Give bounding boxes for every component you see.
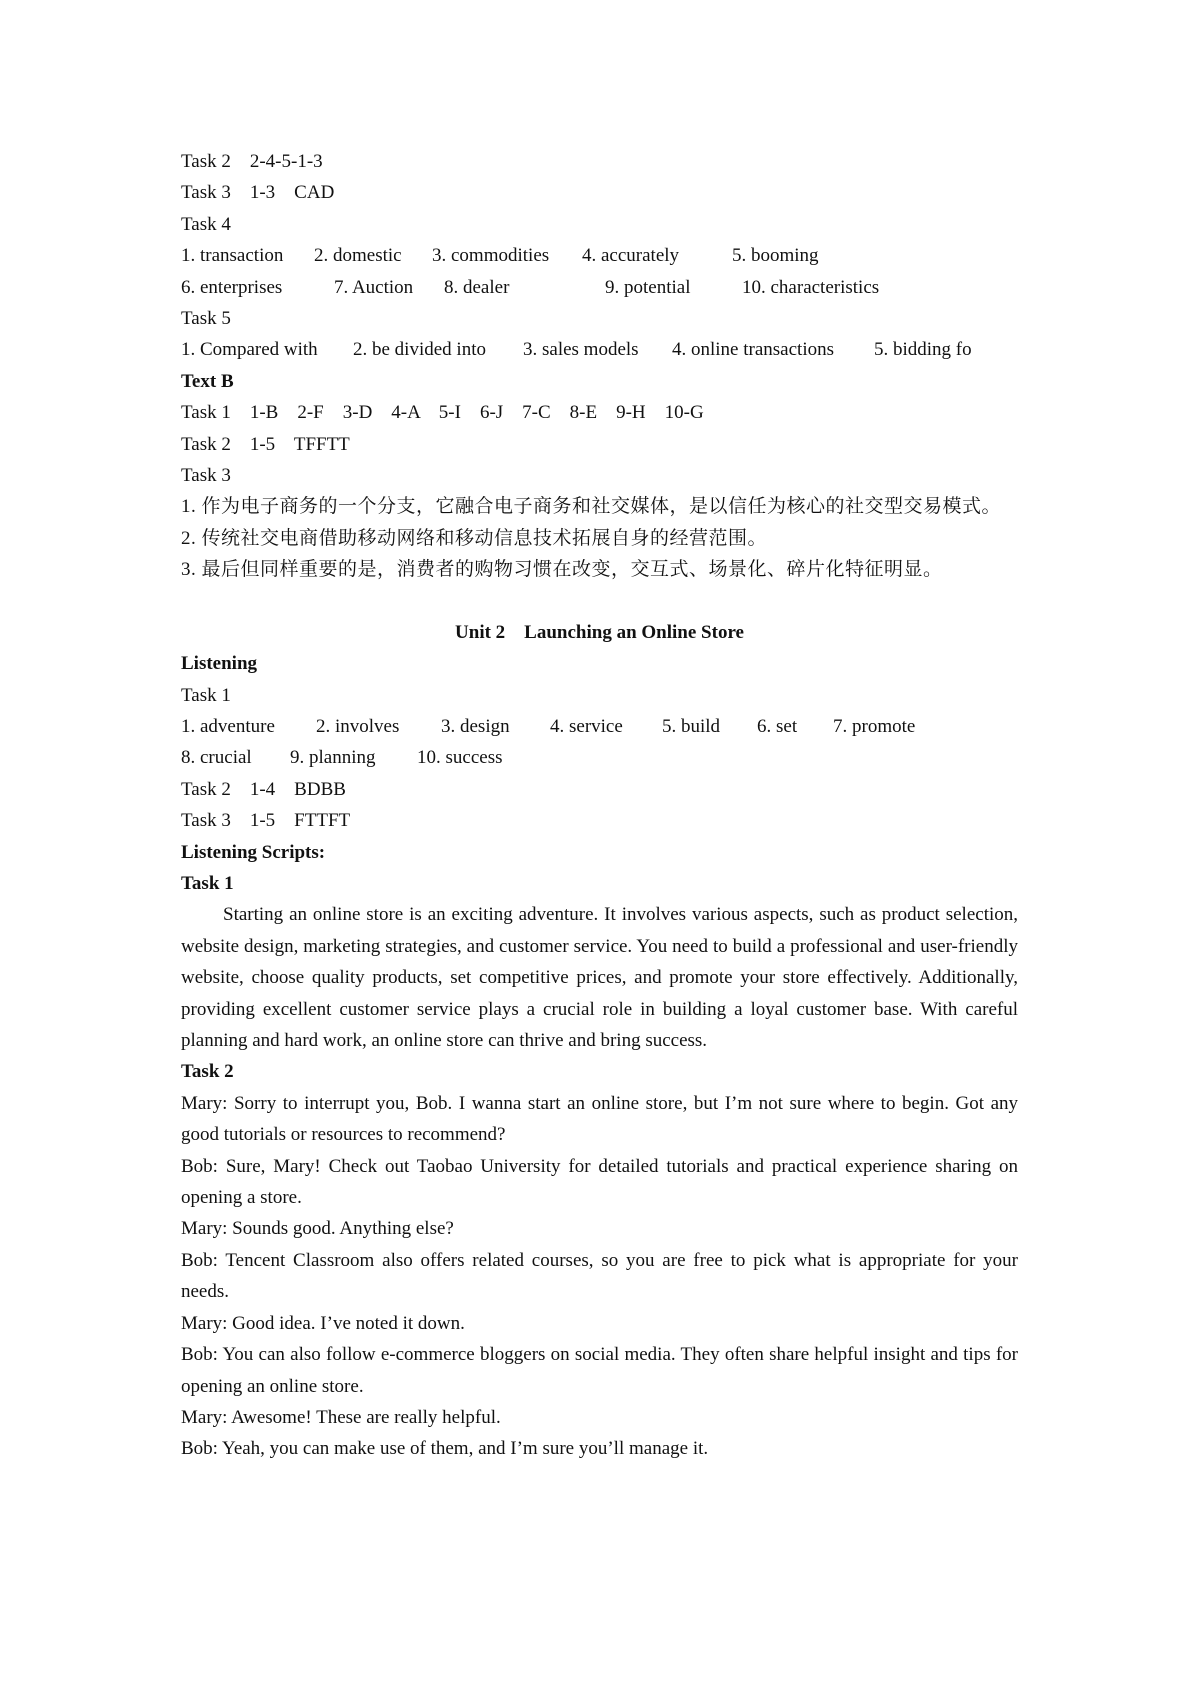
dialogue-line: Mary: Sounds good. Anything else? <box>181 1218 454 1240</box>
script-task2-heading: Task 2 <box>181 1061 234 1083</box>
task1-item: 8. crucial <box>181 747 252 769</box>
task5-label: Task 5 <box>181 307 231 329</box>
text-b-heading: Text B <box>181 370 234 392</box>
task1-row-2 <box>181 742 1018 773</box>
task4-item: 7. Auction <box>334 276 414 298</box>
dialogue-line: Mary: Awesome! These are really helpful. <box>181 1406 501 1428</box>
task4-item: 6. enterprises <box>181 276 283 298</box>
task1-item: 5. build <box>662 716 721 738</box>
task1-item: 2. involves <box>316 716 400 738</box>
task4-item: 8. dealer <box>444 276 510 298</box>
task1-item: 6. set <box>757 716 798 738</box>
task5-row <box>181 334 1018 365</box>
task5-item: 1. Compared with <box>181 339 318 361</box>
task3-answer: Task 3 1-3 CAD <box>181 182 335 204</box>
task4-item: 9. potential <box>605 276 691 298</box>
task1-item: 10. success <box>417 747 503 769</box>
dialogue-line: Bob: You can also follow e-commerce bloggers on social media. They often share helpful insight and tips for opening an online store. <box>181 1344 1018 1397</box>
task5-item: 5. bidding fo <box>874 339 972 361</box>
task5-item: 3. sales models <box>523 339 639 361</box>
document-page <box>181 146 1018 1465</box>
task1-item: 1. adventure <box>181 716 275 738</box>
listening-heading: Listening <box>181 653 258 675</box>
listening-scripts-heading: Listening Scripts: <box>181 841 326 863</box>
dialogue-line: Bob: Yeah, you can make use of them, and I’m sure you’ll manage it. <box>181 1438 709 1460</box>
task1-row-1 <box>181 711 1018 742</box>
task4-row-1 <box>181 240 1018 271</box>
task4-item: 3. commodities <box>432 245 550 267</box>
text-b-task3-item: 2. 传统社交电商借助移动网络和移动信息技术拓展自身的经营范围。 <box>181 527 768 549</box>
text-b-task3-item: 1. 作为电子商务的一个分支，它融合电子商务和社交媒体，是以信任为核心的社交型交易模式。 <box>181 496 1002 518</box>
script-task1-paragraph: Starting an online store is an exciting adventure. It involves various aspects, such as product selection, website design, marketing strategies, and customer service. You need to build a professional and user-friendly website, choose quality products, set competitive prices, and promote your store effectively. Additionally, providing excellent customer service plays a crucial role in building a loyal customer base. With careful planning and hard work, an online store can thrive and bring success. <box>181 904 1018 1052</box>
task4-item: 5. booming <box>732 245 819 267</box>
task1-item: 3. design <box>441 716 510 738</box>
task1-item: 9. planning <box>290 747 376 769</box>
text-b-task1-answer: Task 1 1-B 2-F 3-D 4-A 5-I 6-J 7-C 8-E 9-H 10-G <box>181 402 704 424</box>
task1-item: 4. service <box>550 716 623 738</box>
dialogue-line: Mary: Sorry to interrupt you, Bob. I wanna start an online store, but I’m not sure where to begin. Got any good tutorials or resources to recommend? <box>181 1092 1018 1146</box>
section-spacer <box>181 586 1018 617</box>
script-task1-heading: Task 1 <box>181 873 234 895</box>
unit-title: Unit 2 Launching an Online Store <box>455 621 744 643</box>
task4-item: 2. domestic <box>314 245 402 267</box>
task4-row-2 <box>181 272 1018 303</box>
dialogue-line: Bob: Sure, Mary! Check out Taobao University for detailed tutorials and practical experience sharing on opening a store. <box>181 1155 1018 1209</box>
task1-item: 7. promote <box>833 716 916 738</box>
text-b-task2-answer: Task 2 1-5 TFFTT <box>181 433 350 455</box>
task4-label: Task 4 <box>181 213 231 235</box>
task4-item: 10. characteristics <box>742 276 880 298</box>
dialogue-line: Mary: Good idea. I’ve noted it down. <box>181 1312 465 1334</box>
task5-item: 2. be divided into <box>353 339 486 361</box>
dialogue-line: Bob: Tencent Classroom also offers related courses, so you are free to pick what is appropriate for your needs. <box>181 1249 1018 1303</box>
task4-item: 1. transaction <box>181 245 284 267</box>
task4-item: 4. accurately <box>582 245 680 267</box>
task3-answer: Task 3 1-5 FTTFT <box>181 810 351 832</box>
task5-item: 4. online transactions <box>672 339 834 361</box>
task1-label: Task 1 <box>181 684 231 706</box>
text-b-task3-item: 3. 最后但同样重要的是，消费者的购物习惯在改变，交互式、场景化、碎片化特征明显。 <box>181 559 943 581</box>
task2-answer: Task 2 2-4-5-1-3 <box>181 151 323 172</box>
task2-answer: Task 2 1-4 BDBB <box>181 778 346 800</box>
text-b-task3-label: Task 3 <box>181 464 231 486</box>
